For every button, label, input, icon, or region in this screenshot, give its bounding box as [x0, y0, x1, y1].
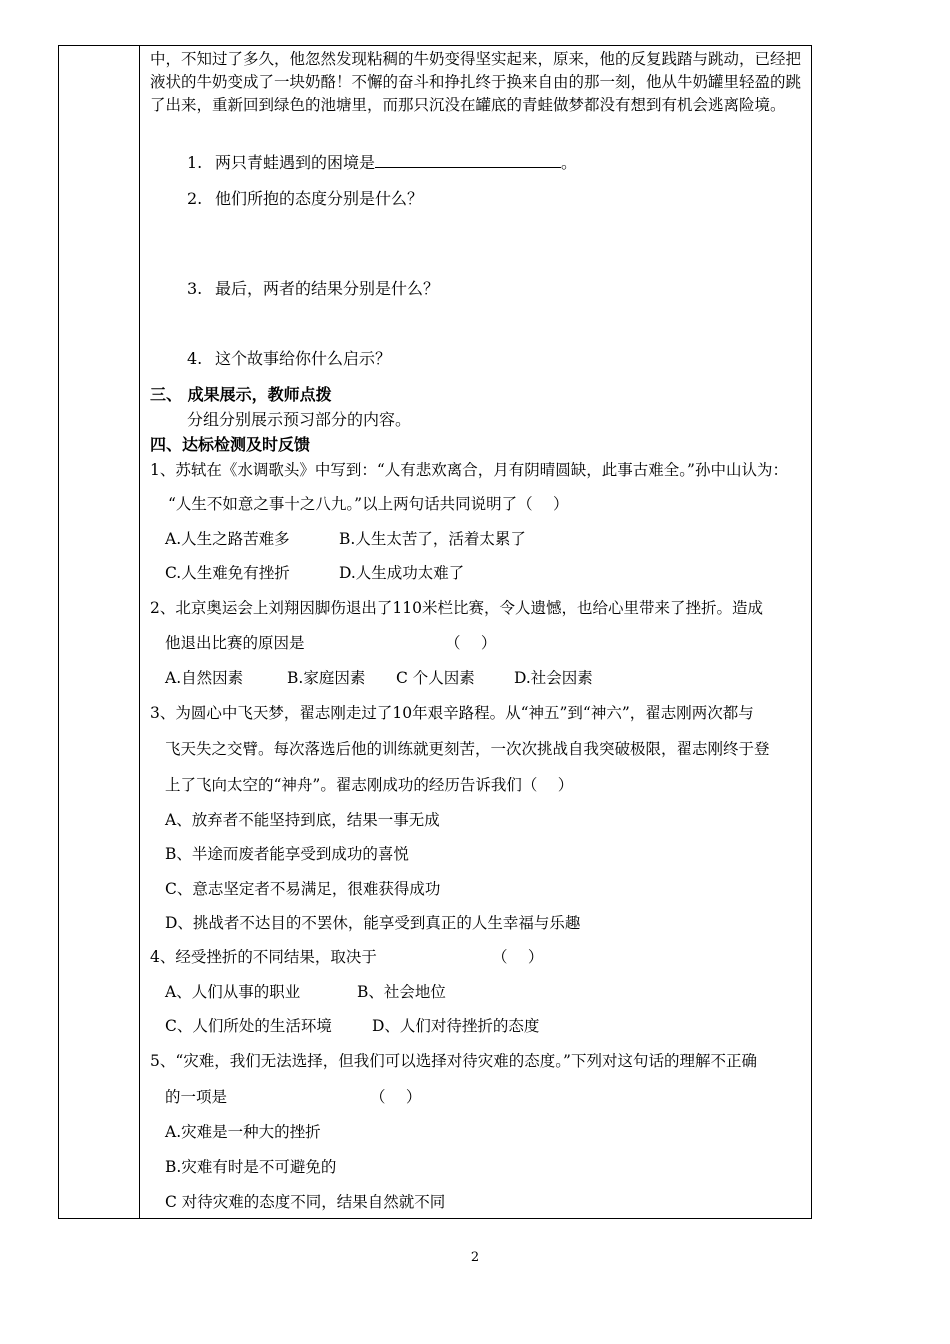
question-3: 3. 最后，两者的结果分别是什么？: [187, 279, 440, 298]
item4-stem: 4、经受挫折的不同结果，取决于: [150, 948, 377, 966]
item4-option-d: D、人们对待挫折的态度: [372, 1017, 540, 1035]
item2-stem-line1: 2、北京奥运会上刘翔因脚伤退出了110米栏比赛，令人遗憾，也给心里带来了挫折。造成: [150, 599, 763, 617]
item4-option-b: B、社会地位: [357, 983, 446, 1001]
question-1: 1. 两只青蛙遇到的困境是 。: [187, 153, 578, 172]
item1-stem-line2: “人生不如意之事十之八九。”以上两句话共同说明了（ ）: [168, 495, 569, 513]
worksheet-table: [58, 45, 812, 1219]
section3-title: 三、 成果展示，教师点拨: [150, 385, 332, 404]
item5-option-b: B.灾难有时是不可避免的: [165, 1158, 337, 1176]
item3-option-d: D、挑战者不达目的不罢休，能享受到真正的人生幸福与乐趣: [165, 914, 581, 932]
content-cell: [150, 48, 805, 1211]
item1-option-b: B.人生太苦了，活着太累了: [339, 530, 526, 548]
item5-option-c: C 对待灾难的态度不同，结果自然就不同: [165, 1193, 446, 1211]
item5-answer-paren: （ ）: [370, 1088, 422, 1106]
item5-stem-line2: 的一项是: [165, 1088, 228, 1106]
item1-stem-line1: 1、苏轼在《水调歌头》中写到：“人有悲欢离合，月有阴晴圆缺，此事古难全。”孙中山认为：: [150, 461, 788, 479]
item2-option-d: D.社会因素: [514, 669, 593, 687]
page-number: 2: [470, 1250, 480, 1265]
item4-option-a: A、人们从事的职业: [165, 983, 301, 1001]
answer-blank[interactable]: [375, 151, 561, 168]
column-divider: [139, 46, 140, 1218]
item1-option-d: D.人生成功太难了: [339, 564, 465, 582]
section4-title: 四、达标检测及时反馈: [150, 435, 311, 454]
item2-option-c: C 个人因素: [396, 669, 475, 687]
item3-option-a: A、放弃者不能坚持到底，结果一事无成: [165, 811, 440, 829]
item3-option-b: B、半途而废者能享受到成功的喜悦: [165, 845, 409, 863]
item3-stem-line3: 上了飞向太空的“神舟”。翟志刚成功的经历告诉我们（ ）: [165, 776, 574, 794]
item5-stem-line1: 5、“灾难，我们无法选择，但我们可以选择对待灾难的态度。”下列对这句话的理解不正确: [150, 1052, 757, 1070]
item2-stem-line2: 他退出比赛的原因是: [165, 634, 305, 652]
item3-stem-line2: 飞天失之交臂。每次落选后他的训练就更刻苦，一次次挑战自我突破极限，翟志刚终于登: [165, 740, 770, 758]
item1-option-c: C.人生难免有挫折: [165, 564, 290, 582]
item4-option-c: C、人们所处的生活环境: [165, 1017, 332, 1035]
item3-option-c: C、意志坚定者不易满足，很难获得成功: [165, 880, 441, 898]
item2-answer-paren: （ ）: [445, 634, 497, 652]
story-paragraph: 中，不知过了多久，他忽然发现粘稠的牛奶变得坚实起来，原来，他的反复践踏与跳动，已经把液状的牛奶变成了一块奶酪！不懈的奋斗和挣扎终于换来自由的那一刻，他从牛奶罐里轻盈的跳了出来，重新回到绿色的池塘里，而那只沉没在罐底的青蛙做梦都没有想到有机会逃离险境。: [150, 50, 802, 114]
question-2: 2. 他们所抱的态度分别是什么？: [187, 189, 424, 208]
item1-option-a: A.人生之路苦难多: [165, 530, 290, 548]
item5-option-a: A.灾难是一种大的挫折: [165, 1123, 321, 1141]
item3-stem-line1: 3、为圆心中飞天梦，翟志刚走过了10年艰辛路程。从“神五”到“神六”，翟志刚两次都与: [150, 704, 754, 722]
item4-answer-paren: （ ）: [492, 948, 544, 966]
section3-body: 分组分别展示预习部分的内容。: [187, 410, 412, 429]
item2-option-b: B.家庭因素: [287, 669, 366, 687]
question-4: 4. 这个故事给你什么启示？: [187, 349, 392, 368]
item2-option-a: A.自然因素: [165, 669, 244, 687]
